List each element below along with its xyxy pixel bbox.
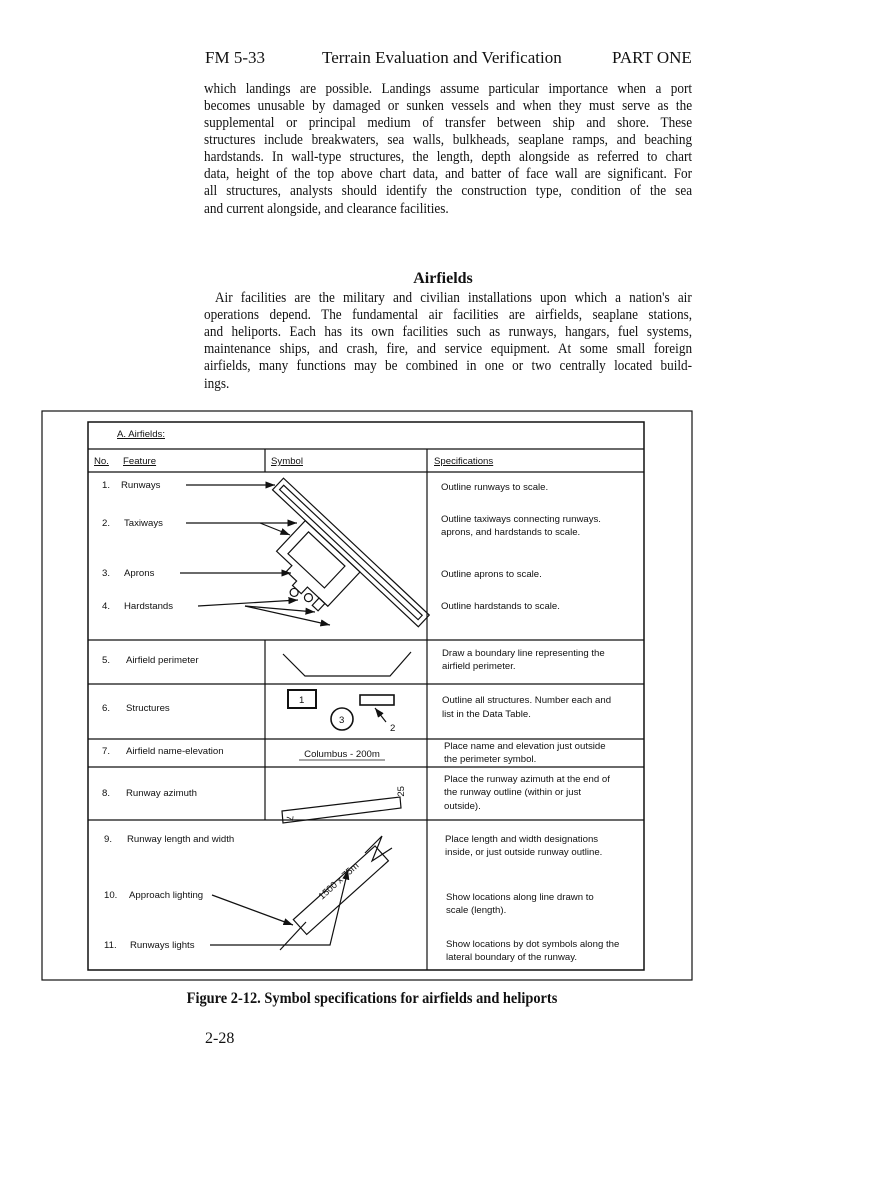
para1-line: and current alongside, and clearance facilities. <box>204 200 449 217</box>
row-spec: Outline runways to scale. <box>441 482 549 493</box>
structure-1-label: 1 <box>299 695 305 706</box>
row-no: 10. <box>104 890 118 901</box>
row-spec: Place name and elevation just outside <box>444 741 606 752</box>
length-width-label: 1500 x 75m <box>316 860 362 903</box>
row-spec: Show locations by dot symbols along the <box>446 939 620 950</box>
doc-id: FM 5-33 <box>205 48 265 67</box>
row-feature: Runways <box>121 480 161 491</box>
para2-line: Air facilities are the military and civilian installations upon which a nation's air <box>215 289 692 306</box>
row-no: 8. <box>102 788 111 799</box>
page-number: 2-28 <box>205 1030 235 1047</box>
section-heading: Airfields <box>413 270 473 287</box>
row-feature: Airfield name-elevation <box>126 746 224 757</box>
row-spec: inside, or just outside runway outline. <box>445 847 603 858</box>
table-title: A. Airfields: <box>117 429 165 440</box>
para1-line: which landings are possible. Landings assume particular importance when a port <box>204 80 693 97</box>
row-no: 3. <box>102 568 111 579</box>
para1-line: data, height of the top above chart data, and batter of face wall are significant. For <box>204 165 693 182</box>
row-no: 5. <box>102 655 111 666</box>
row-spec: the perimeter symbol. <box>444 754 537 765</box>
runway-symbol <box>229 478 430 673</box>
row-spec: lateral boundary of the runway. <box>446 952 578 963</box>
row-spec: Show locations along line drawn to <box>446 892 594 903</box>
para1-line: becomes unusable by damaged or sunken vessels and when they must serve as the <box>204 97 693 114</box>
azimuth-high-label: 25 <box>396 786 407 797</box>
row-spec: airfield perimeter. <box>442 661 516 672</box>
row-no: 9. <box>104 834 113 845</box>
para2-line: maintenance ships, and crash, fire, and service equipment. At some small foreign <box>204 340 693 357</box>
name-elevation-symbol: Columbus - 200m <box>304 749 380 760</box>
row-spec: Outline aprons to scale. <box>441 569 542 580</box>
para1-line: hardstands. In wall-type structures, the length, depth alongside as referred to chart <box>204 148 693 165</box>
row-spec: Place the runway azimuth at the end of <box>444 774 610 785</box>
row-spec: Outline hardstands to scale. <box>441 601 560 612</box>
row-feature: Approach lighting <box>129 890 204 901</box>
perimeter-symbol <box>283 652 411 676</box>
row-feature: Taxiways <box>124 518 163 529</box>
row-feature: Hardstands <box>124 601 174 612</box>
row-spec: Outline taxiways connecting runways. <box>441 514 601 525</box>
row-spec: outside). <box>444 801 481 812</box>
row-spec: list in the Data Table. <box>442 709 531 720</box>
running-title: Terrain Evaluation and Verification <box>322 48 562 67</box>
para2-line: airfields, many functions may be combined in one or two centrally located build- <box>204 357 693 374</box>
structure-2-symbol <box>360 695 394 705</box>
header-no: No. <box>94 456 109 467</box>
header-specifications: Specifications <box>434 456 494 467</box>
structure-3-label: 3 <box>339 715 345 726</box>
row-spec: Draw a boundary line representing the <box>442 648 605 659</box>
para1-line: supplemental or principal medium of transfer between ship and shore. These <box>204 114 693 131</box>
row-spec: Place length and width designations <box>445 834 599 845</box>
row-no: 11. <box>104 940 117 951</box>
row-no: 4. <box>102 601 111 612</box>
figure-caption: Figure 2-12. Symbol specifications for airfields and heliports <box>186 990 558 1007</box>
para1-line: all structures, analysts should identify the construction type, condition of the sea <box>204 182 693 199</box>
structure-2-label: 2 <box>390 723 396 734</box>
row-no: 6. <box>102 703 111 714</box>
row-no: 2. <box>102 518 111 529</box>
header-feature: Feature <box>123 456 157 467</box>
row-spec: the runway outline (within or just <box>444 787 582 798</box>
row-no: 1. <box>102 480 111 491</box>
para2-line: ings. <box>204 375 230 392</box>
row-feature: Runways lights <box>130 940 195 951</box>
part-label: PART ONE <box>612 48 692 67</box>
row-spec: scale (length). <box>446 905 507 916</box>
azimuth-symbol <box>282 797 401 823</box>
header-symbol: Symbol <box>271 456 303 467</box>
row-spec: aprons, and hardstands to scale. <box>441 527 581 538</box>
row-spec: Outline all structures. Number each and <box>442 695 612 706</box>
row-feature: Runway azimuth <box>126 788 197 799</box>
row-feature: Aprons <box>124 568 155 579</box>
row-feature: Runway length and width <box>127 834 235 845</box>
row-no: 7. <box>102 746 111 757</box>
azimuth-low-label: 7 <box>283 814 295 822</box>
para2-line: and heliports. Each has its own facilities such as runways, hangars, fuel systems, <box>204 323 693 340</box>
para1-line: structures include breakwaters, sea walls, bulkheads, seaplane ramps, and beaching <box>204 131 693 148</box>
para2-line: operations depend. The fundamental air facilities are airfields, seaplane stations, <box>204 306 693 323</box>
row-feature: Airfield perimeter <box>126 655 199 666</box>
row-feature: Structures <box>126 703 170 714</box>
